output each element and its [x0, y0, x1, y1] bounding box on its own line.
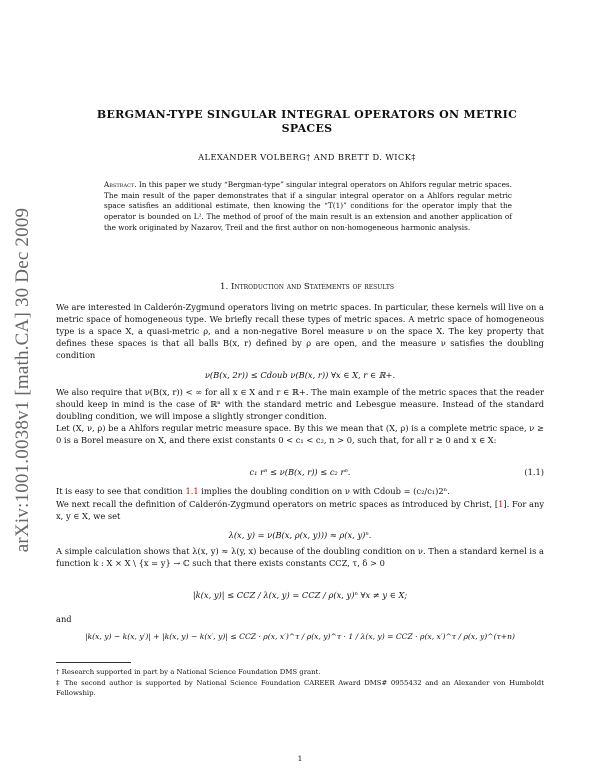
p5-text-pre: We next recall the definition of Calderón-Zygmund operators on metric spaces as introduced by Christ, [	[56, 499, 499, 509]
paper-title: BERGMAN-TYPE SINGULAR INTEGRAL OPERATORS ON METRIC SPACES	[96, 108, 518, 135]
equation-number: (1.1)	[524, 467, 544, 477]
arxiv-id: arXiv:1001.0038v1 [math.CA] 30 Dec 2009	[12, 207, 33, 553]
p4-text-post: implies the doubling condition on ν with Cdoub = (c₂/c₁)2ⁿ.	[198, 486, 450, 496]
equation-doubling: ν(B(x, 2r)) ≤ Cdoub ν(B(x, r)) ∀x ∈ X, r ∈ ℝ+.	[204, 370, 396, 380]
paragraph-5	[56, 499, 544, 523]
citation-link[interactable]: 1	[498, 499, 504, 509]
equation-kernel-bound: |k(x, y)| ≤ CCZ / λ(x, y) = CCZ / ρ(x, y)ⁿ ∀x ≠ y ∈ X;	[192, 590, 408, 600]
abstract-text: In this paper we study “Bergman-type” singular integral operators on Ahlfors regular metric spaces. The main result of the paper demonstrates that if a singular integral operator on a Ahlfors regular metric space satisfies an additional estimate, then knowing the “T(1)” conditions for the operator imply that the operator is bounded on L². The method of proof of the main result is an extension and another application of the work originated by Nazarov, Treil and the first author on non-homogeneous harmonic analysis.	[104, 180, 512, 232]
equation-smoothness: |k(x, y) − k(x, y′)| + |k(x, y) − k(x′, y)| ≤ CCZ · ρ(x, x′)^τ / ρ(x, y)^τ · 1 / λ(x, y) = CCZ · ρ(x, x′)^τ / ρ(x, y)^(τ+n)	[84, 632, 515, 641]
equation-lambda: λ(x, y) = ν(B(x, ρ(x, y))) ≈ ρ(x, y)ⁿ.	[228, 530, 372, 540]
paragraph-3: Let (X, ν, ρ) be a Ahlfors regular metric measure space. By this we mean that (X, ρ) is a complete metric space, ν ≥ 0 is a Borel measure on X, and there exist constants 0 < c₁ < c₂, n > 0, such that, for all r ≥ 0 and x ∈ X:	[56, 423, 544, 445]
paragraph-1: We are interested in Calderón-Zygmund operators living on metric spaces. In particular, these kernels will live on a metric space of homogeneous type. We briefly recall these types of metric spaces. A metric space of homogeneous type is a space X, a quasi-metric ρ, and a non-negative Borel measure ν on the space X. The key property that defines these spaces is that all balls B(x, r) defined by ρ are open, and the measure ν satisfies the doubling condition	[56, 302, 544, 360]
paragraph-2: We also require that ν(B(x, r)) < ∞ for all x ∈ X and r ∈ ℝ+. The main example of the metric spaces that the reader should keep in mind is the case of ℝⁿ with the standard metric and Lebesgue measure. Instead of the standard doubling condition, we will impose a slightly stronger condition.	[56, 387, 544, 421]
footnote-rule	[56, 662, 131, 663]
arxiv-sidebar-stamp	[0, 170, 46, 590]
equation-ref-link[interactable]: 1.1	[185, 486, 199, 496]
abstract	[104, 180, 512, 234]
abstract-label: Abstract.	[104, 180, 137, 189]
p4-text-pre: It is easy to see that condition	[56, 486, 186, 496]
section-heading: 1. Introduction and Statements of results	[220, 282, 394, 292]
page-number: 1	[297, 754, 303, 763]
paragraph-7: and	[56, 614, 72, 624]
paragraph-4	[56, 486, 544, 498]
equation-ahlfors: c₁ rⁿ ≤ ν(B(x, r)) ≤ c₂ rⁿ.	[249, 467, 351, 477]
footnote-1: † Research supported in part by a National Science Foundation DMS grant.	[56, 668, 321, 676]
p5-text-post: ]. For any x, y ∈ X, we set	[56, 499, 545, 521]
paper-authors: ALEXANDER VOLBERG† AND BRETT D. WICK‡	[198, 152, 416, 162]
paragraph-6: A simple calculation shows that λ(x, y) ≈ λ(y, x) because of the doubling condition on ν. Then a standard kernel is a function k : X × X \ {x = y} → ℂ such that there exists constants CCZ, τ, δ > 0	[56, 546, 544, 568]
footnote-2: ‡ The second author is supported by National Science Foundation CAREER Award DMS# 0955432 and an Alexander von Humboldt Fellowship.	[56, 679, 544, 697]
